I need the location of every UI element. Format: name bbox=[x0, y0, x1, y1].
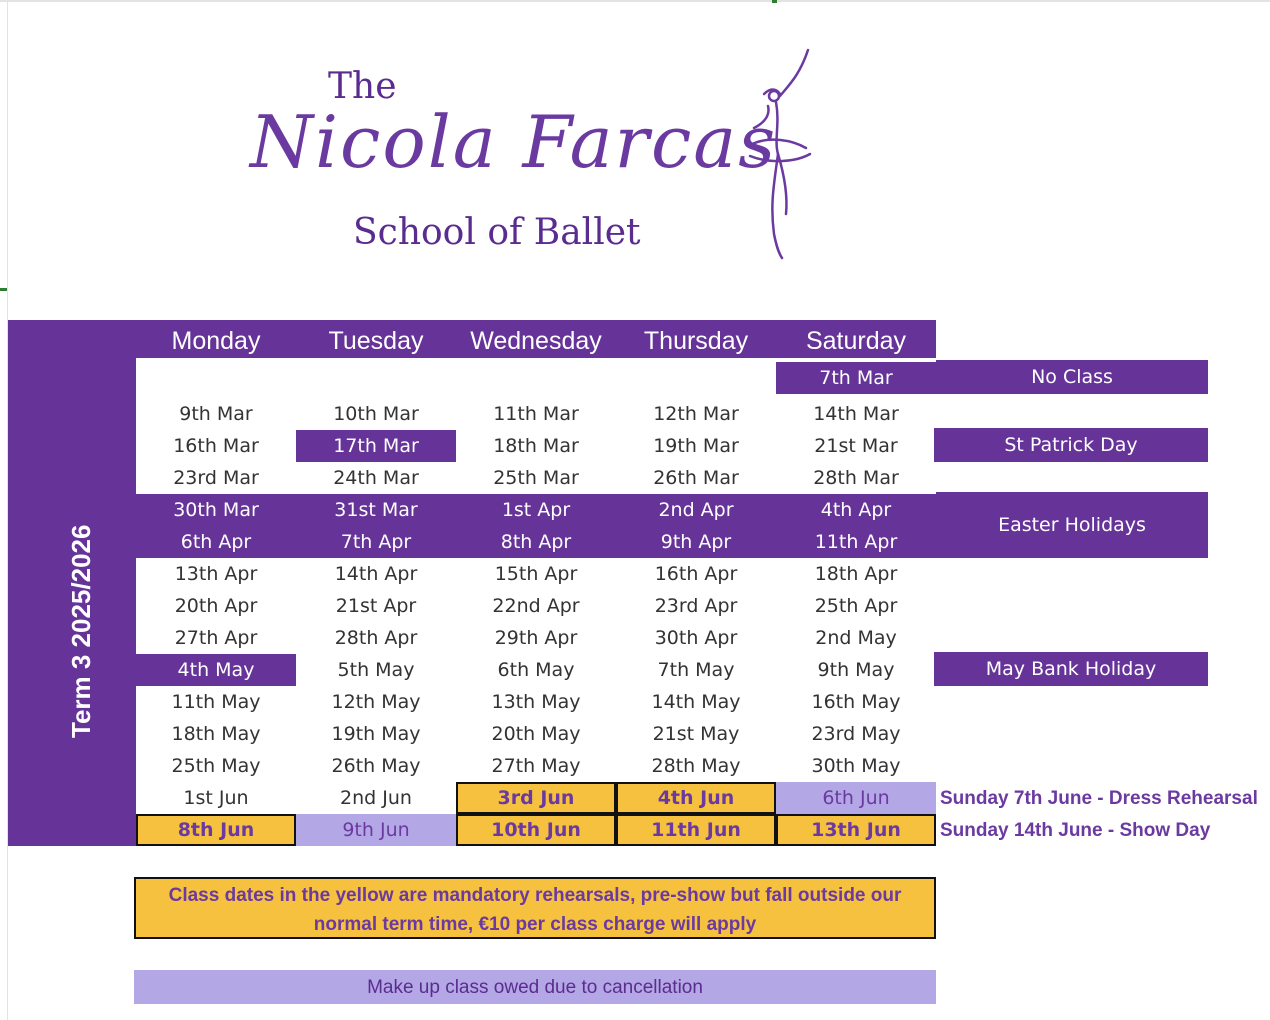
date-cell-tuesday: 14th Apr bbox=[334, 563, 418, 585]
selection-marker-left bbox=[0, 288, 7, 291]
date-cell-tuesday: 10th Mar bbox=[333, 403, 419, 425]
date-cell-saturday: 11th Apr bbox=[776, 526, 936, 558]
term-label: Term 3 2025/2026 bbox=[66, 524, 96, 738]
date-cell-thursday: 23rd Apr bbox=[654, 595, 738, 617]
date-cell-thursday: 12th Mar bbox=[653, 403, 739, 425]
note-dress-rehearsal: Sunday 7th June - Dress Rehearsal bbox=[940, 788, 1258, 809]
date-cell-saturday: 14th Mar bbox=[813, 403, 899, 425]
date-cell-tuesday: 28th Apr bbox=[334, 627, 418, 649]
school-logo bbox=[240, 44, 830, 274]
date-cell-wednesday: 10th Jun bbox=[456, 814, 616, 846]
date-cell-tuesday: 31st Mar bbox=[296, 494, 456, 526]
date-cell-monday: 13th Apr bbox=[174, 563, 258, 585]
logo-the: The bbox=[328, 66, 397, 107]
legend-yellow-line1: Class dates in the yellow are mandatory rehearsals, pre-show but fall outside our bbox=[168, 885, 902, 906]
sheet-top-edge bbox=[0, 0, 1270, 2]
day-header-saturday: Saturday bbox=[805, 327, 907, 355]
date-cell-tuesday: 7th Apr bbox=[296, 526, 456, 558]
date-cell-saturday: 21st Mar bbox=[814, 435, 898, 457]
date-cell-tuesday: 5th May bbox=[337, 659, 415, 681]
date-cell-thursday: 4th Jun bbox=[616, 782, 776, 814]
date-cell-tuesday: 12th May bbox=[331, 691, 421, 713]
date-cell-saturday: 18th Apr bbox=[814, 563, 898, 585]
date-cell-saturday: 23rd May bbox=[811, 723, 901, 745]
day-header-thursday: Thursday bbox=[643, 327, 749, 355]
date-cell-monday: 9th Mar bbox=[179, 403, 253, 425]
day-header-wednesday: Wednesday bbox=[470, 327, 602, 355]
note-st-patrick: St Patrick Day bbox=[934, 428, 1208, 462]
day-header-tuesday: Tuesday bbox=[328, 327, 424, 355]
date-cell-wednesday: 15th Apr bbox=[494, 563, 578, 585]
date-cell-saturday: 6th Jun bbox=[776, 782, 936, 814]
date-cell-saturday: 25th Apr bbox=[814, 595, 898, 617]
date-cell-thursday: 14th May bbox=[651, 691, 741, 713]
date-cell-thursday: 9th Apr bbox=[616, 526, 776, 558]
date-cell-tuesday: 19th May bbox=[331, 723, 421, 745]
date-cell-monday: 1st Jun bbox=[183, 787, 249, 809]
date-cell-wednesday: 6th May bbox=[497, 659, 575, 681]
date-cell-tuesday: 24th Mar bbox=[333, 467, 419, 489]
note-easter-holidays: Easter Holidays bbox=[936, 492, 1208, 558]
date-cell-wednesday: 11th Mar bbox=[493, 403, 579, 425]
legend-mandatory-rehearsals bbox=[134, 877, 936, 939]
date-cell-saturday: 13th Jun bbox=[776, 814, 936, 846]
date-cell-saturday: 4th Apr bbox=[776, 494, 936, 526]
date-cell-tuesday: 21st Apr bbox=[335, 595, 417, 617]
legend-make-up-class: Make up class owed due to cancellation bbox=[134, 970, 936, 1004]
date-cell-monday: 20th Apr bbox=[174, 595, 258, 617]
date-cell-wednesday: 20th May bbox=[491, 723, 581, 745]
date-cell-thursday: 30th Apr bbox=[654, 627, 738, 649]
day-header-monday: Monday bbox=[171, 327, 261, 355]
date-cell-monday: 18th May bbox=[171, 723, 261, 745]
date-cell-wednesday: 18th Mar bbox=[493, 435, 579, 457]
ballerina-icon bbox=[740, 44, 820, 264]
sheet-row-header bbox=[0, 0, 8, 1020]
date-cell-wednesday: 1st Apr bbox=[456, 494, 616, 526]
date-cell-wednesday: 13th May bbox=[491, 691, 581, 713]
date-cell-saturday: 30th May bbox=[811, 755, 901, 777]
date-cell-saturday: 16th May bbox=[811, 691, 901, 713]
date-cell-saturday: 9th May bbox=[817, 659, 895, 681]
date-cell-wednesday: 22nd Apr bbox=[492, 595, 580, 617]
note-no-class: No Class bbox=[936, 360, 1208, 394]
date-cell-tuesday: 17th Mar bbox=[296, 430, 456, 462]
date-cell-monday: 11th May bbox=[171, 691, 261, 713]
date-cell-monday: 4th May bbox=[136, 654, 296, 686]
date-cell-tuesday: 26th May bbox=[331, 755, 421, 777]
date-cell-thursday: 2nd Apr bbox=[616, 494, 776, 526]
date-cell-thursday: 11th Jun bbox=[616, 814, 776, 846]
logo-school: School of Ballet bbox=[353, 212, 641, 253]
date-cell-monday: 30th Mar bbox=[136, 494, 296, 526]
date-cell-monday: 6th Apr bbox=[136, 526, 296, 558]
selection-marker-top bbox=[772, 0, 777, 3]
date-cell-thursday: 26th Mar bbox=[653, 467, 739, 489]
date-cell-monday: 27th Apr bbox=[174, 627, 258, 649]
date-cell-wednesday: 25th Mar bbox=[493, 467, 579, 489]
date-cell-wednesday: 3rd Jun bbox=[456, 782, 616, 814]
date-cell-saturday: 7th Mar bbox=[776, 362, 936, 394]
date-cell-monday: 25th May bbox=[171, 755, 261, 777]
date-cell-wednesday: 27th May bbox=[491, 755, 581, 777]
date-cell-saturday: 2nd May bbox=[815, 627, 897, 649]
date-cell-monday: 8th Jun bbox=[136, 814, 296, 846]
date-cell-wednesday: 8th Apr bbox=[456, 526, 616, 558]
date-cell-thursday: 21st May bbox=[652, 723, 740, 745]
date-cell-tuesday: 2nd Jun bbox=[340, 787, 412, 809]
logo-name: Nicola Farcas bbox=[250, 100, 778, 184]
date-cell-thursday: 19th Mar bbox=[653, 435, 739, 457]
note-may-bank-holiday: May Bank Holiday bbox=[934, 652, 1208, 686]
date-cell-tuesday: 9th Jun bbox=[296, 814, 456, 846]
date-cell-thursday: 28th May bbox=[651, 755, 741, 777]
date-cell-monday: 16th Mar bbox=[173, 435, 259, 457]
date-cell-thursday: 7th May bbox=[657, 659, 735, 681]
date-cell-thursday: 16th Apr bbox=[654, 563, 738, 585]
date-cell-wednesday: 29th Apr bbox=[494, 627, 578, 649]
note-show-day: Sunday 14th June - Show Day bbox=[940, 820, 1211, 841]
date-cell-monday: 23rd Mar bbox=[173, 467, 259, 489]
date-cell-saturday: 28th Mar bbox=[813, 467, 899, 489]
legend-yellow-line2: normal term time, €10 per class charge will apply bbox=[313, 914, 757, 935]
